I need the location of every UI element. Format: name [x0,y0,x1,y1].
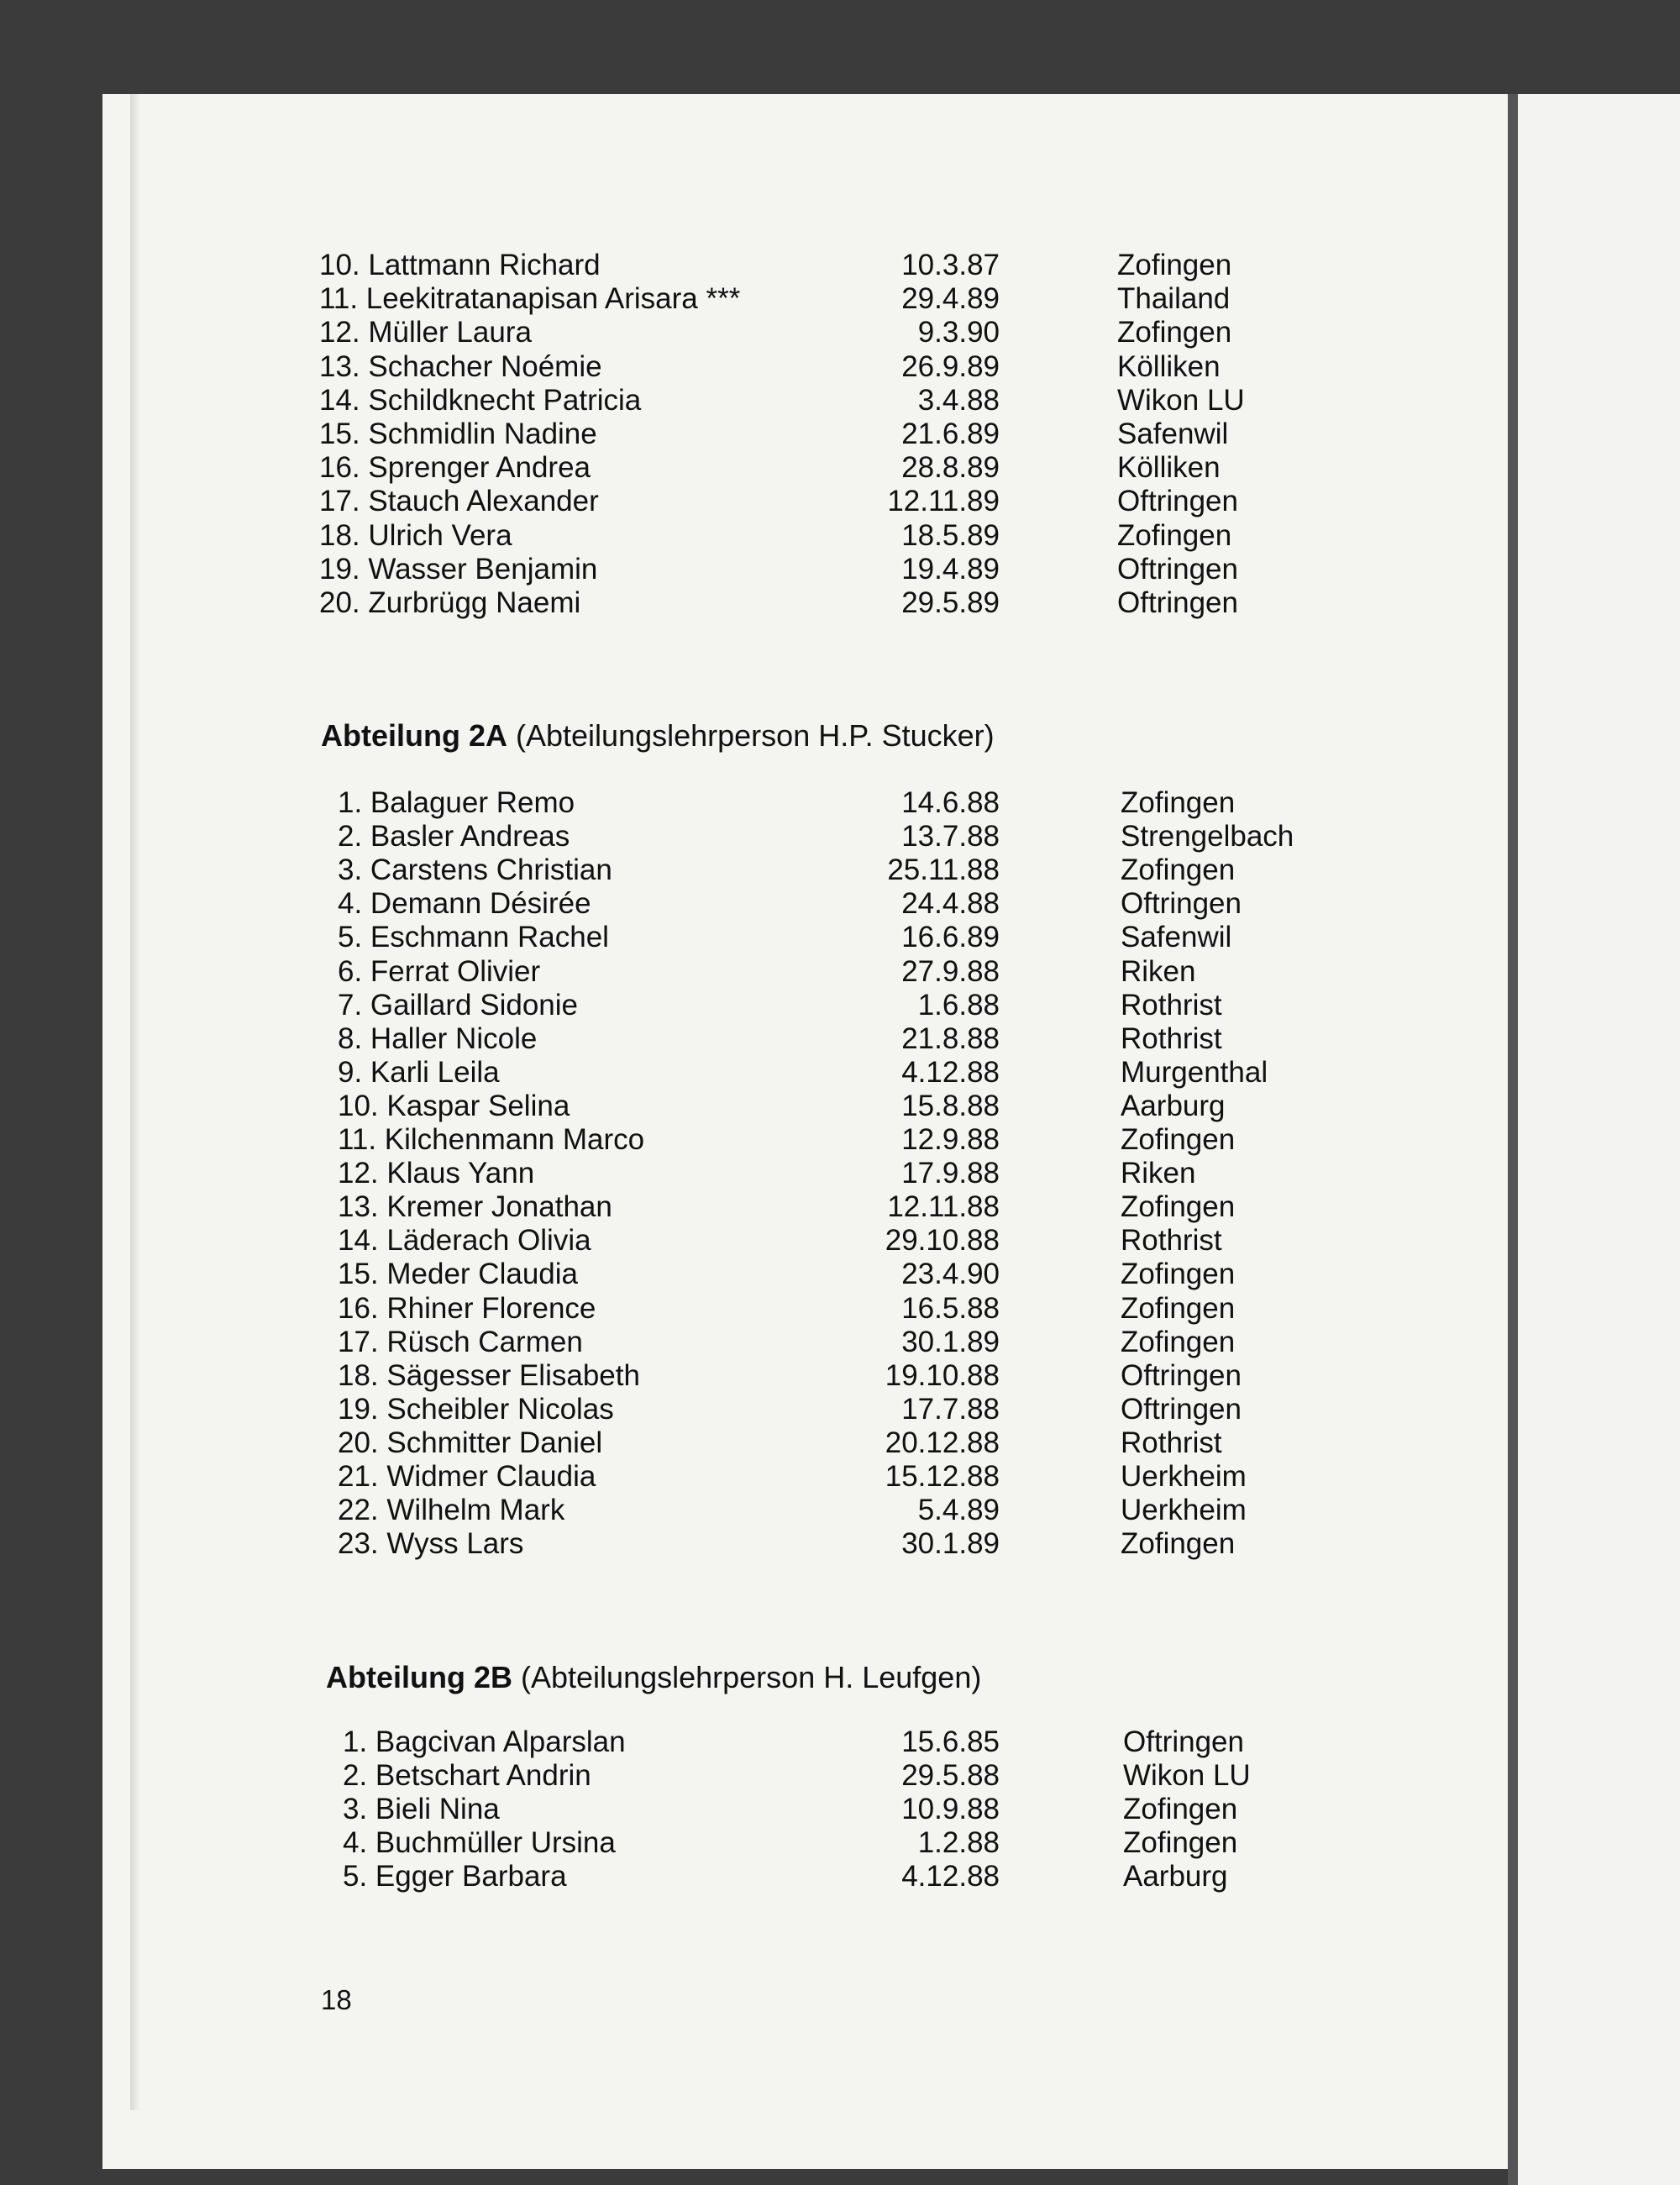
student-place: Riken [1121,1157,1196,1190]
student-date: 18.5.89 [901,518,1000,552]
student-place: Uerkheim [1121,1460,1247,1493]
student-date: 15.6.85 [901,1725,1000,1758]
student-place: Zofingen [1121,786,1236,819]
student-name: 10. Lattmann Richard [319,249,601,281]
student-name: 19. Wasser Benjamin [319,552,598,586]
student-name: 18. Sägesser Elisabeth [338,1358,640,1392]
student-place: Wikon LU [1117,383,1245,417]
student-place: Oftringen [1117,552,1238,586]
student-date: 1.6.88 [917,988,1000,1022]
student-place: Rothrist [1121,1022,1222,1055]
student-name: 14. Läderach Olivia [338,1224,591,1258]
student-date: 17.9.88 [901,1157,1000,1190]
student-place: Zofingen [1121,1258,1236,1291]
student-place: Safenwil [1121,921,1232,954]
student-date: 12.9.88 [901,1123,1000,1156]
student-date: 28.8.89 [901,451,1000,485]
student-place: Kölliken [1117,349,1221,383]
section-teacher-2a: (Abteilungslehrperson H.P. Stucker) [507,718,995,753]
student-name: 3. Carstens Christian [338,854,612,887]
student-name: 22. Wilhelm Mark [338,1494,565,1527]
student-date: 30.1.89 [901,1527,1000,1561]
student-date: 4.12.88 [901,1860,1000,1893]
student-name: 13. Schacher Noémie [319,349,602,383]
student-name: 16. Sprenger Andrea [319,451,591,485]
student-date: 14.6.88 [901,786,1000,819]
student-date: 20.12.88 [885,1426,1000,1459]
student-name: 4. Buchmüller Ursina [343,1826,616,1859]
student-name: 15. Meder Claudia [338,1258,578,1291]
student-date: 12.11.89 [887,485,1000,518]
student-name: 1. Bagcivan Alparslan [343,1725,626,1758]
student-place: Oftringen [1121,1392,1242,1426]
student-date: 30.1.89 [901,1325,1000,1358]
student-place: Oftringen [1121,887,1242,921]
student-name: 17. Rüsch Carmen [338,1325,583,1358]
student-place: Zofingen [1123,1793,1238,1825]
student-place: Kölliken [1117,451,1221,485]
student-name: 23. Wyss Lars [338,1527,524,1561]
student-place: Aarburg [1123,1860,1228,1893]
student-place: Zofingen [1117,316,1232,349]
section-heading-2a [321,717,995,754]
student-place: Murgenthal [1121,1055,1268,1089]
student-place: Rothrist [1121,1426,1222,1459]
section-title-2b: Abteilung 2B [326,1660,512,1694]
student-date: 23.4.90 [901,1258,1000,1291]
student-date: 24.4.88 [901,887,1000,921]
student-place: Rothrist [1121,988,1222,1022]
student-date: 4.12.88 [901,1055,1000,1089]
student-name: 2. Basler Andreas [338,820,570,854]
student-place: Zofingen [1123,1826,1238,1859]
student-place: Zofingen [1121,1325,1236,1358]
student-date: 19.10.88 [885,1358,1000,1392]
student-place: Safenwil [1117,418,1229,450]
student-date: 29.5.89 [901,586,1000,619]
student-date: 25.11.88 [887,854,1000,887]
student-date: 1.2.88 [917,1826,1000,1859]
student-name: 12. Müller Laura [319,316,532,349]
student-name: 5. Eschmann Rachel [338,921,609,954]
student-name: 17. Stauch Alexander [319,485,599,518]
student-name: 8. Haller Nicole [338,1022,538,1055]
student-name: 4. Demann Désirée [338,887,591,921]
student-date: 21.6.89 [901,418,1000,450]
student-name: 3. Bieli Nina [343,1793,500,1825]
student-name: 15. Schmidlin Nadine [319,418,597,450]
student-name: 14. Schildknecht Patricia [319,383,642,417]
student-place: Zofingen [1121,1291,1236,1325]
student-date: 16.6.89 [901,921,1000,954]
student-name: 20. Schmitter Daniel [338,1426,603,1459]
student-place: Zofingen [1121,1527,1236,1561]
student-name: 1. Balaguer Remo [338,786,575,819]
student-place: Zofingen [1121,1190,1236,1224]
student-date: 26.9.89 [901,349,1000,383]
student-name: 16. Rhiner Florence [338,1291,596,1325]
student-place: Oftringen [1121,1358,1242,1392]
student-date: 21.8.88 [901,1022,1000,1055]
student-date: 29.10.88 [885,1224,1000,1258]
student-name: 11. Kilchenmann Marco [338,1123,645,1156]
student-place: Rothrist [1121,1224,1222,1258]
section-title-2a: Abteilung 2A [321,718,507,753]
student-date: 16.5.88 [901,1291,1000,1325]
student-place: Oftringen [1123,1725,1244,1758]
student-place: Thailand [1117,282,1231,316]
student-place: Oftringen [1117,586,1238,619]
student-name: 2. Betschart Andrin [343,1759,591,1792]
student-name: 6. Ferrat Olivier [338,954,541,988]
student-date: 13.7.88 [901,820,1000,854]
student-place: Riken [1121,954,1196,988]
student-name: 20. Zurbrügg Naemi [319,586,581,619]
student-place: Zofingen [1121,1123,1236,1156]
student-date: 17.7.88 [901,1392,1000,1426]
student-name: 10. Kaspar Selina [338,1089,570,1122]
page-number: 18 [321,1984,352,2015]
student-name: 11. Leekitratanapisan Arisara *** [319,282,741,316]
student-name: 21. Widmer Claudia [338,1460,596,1493]
section-heading-2b [326,1659,981,1696]
student-date: 12.11.88 [887,1190,1000,1224]
student-date: 15.12.88 [885,1460,1000,1493]
student-place: Uerkheim [1121,1494,1247,1527]
student-date: 27.9.88 [901,954,1000,988]
student-name: 5. Egger Barbara [343,1860,567,1893]
student-date: 29.5.88 [901,1759,1000,1792]
student-date: 10.9.88 [901,1793,1000,1825]
section-teacher-2b: (Abteilungslehrperson H. Leufgen) [512,1660,982,1694]
student-place: Oftringen [1117,485,1238,518]
student-place: Wikon LU [1123,1759,1251,1792]
student-place: Strengelbach [1121,820,1294,854]
student-name: 9. Karli Leila [338,1055,500,1089]
student-date: 9.3.90 [917,316,1000,349]
student-date: 3.4.88 [917,383,1000,417]
student-name: 7. Gaillard Sidonie [338,988,578,1022]
student-place: Zofingen [1117,249,1232,281]
student-name: 12. Klaus Yann [338,1157,535,1190]
student-date: 10.3.87 [901,249,1000,281]
student-name: 13. Kremer Jonathan [338,1190,612,1224]
student-date: 15.8.88 [901,1089,1000,1122]
student-place: Zofingen [1117,518,1232,552]
student-date: 5.4.89 [917,1494,1000,1527]
student-date: 19.4.89 [901,552,1000,586]
student-name: 19. Scheibler Nicolas [338,1392,614,1426]
student-date: 29.4.89 [901,282,1000,316]
student-place: Zofingen [1121,854,1236,887]
student-name: 18. Ulrich Vera [319,518,512,552]
student-place: Aarburg [1121,1089,1226,1122]
